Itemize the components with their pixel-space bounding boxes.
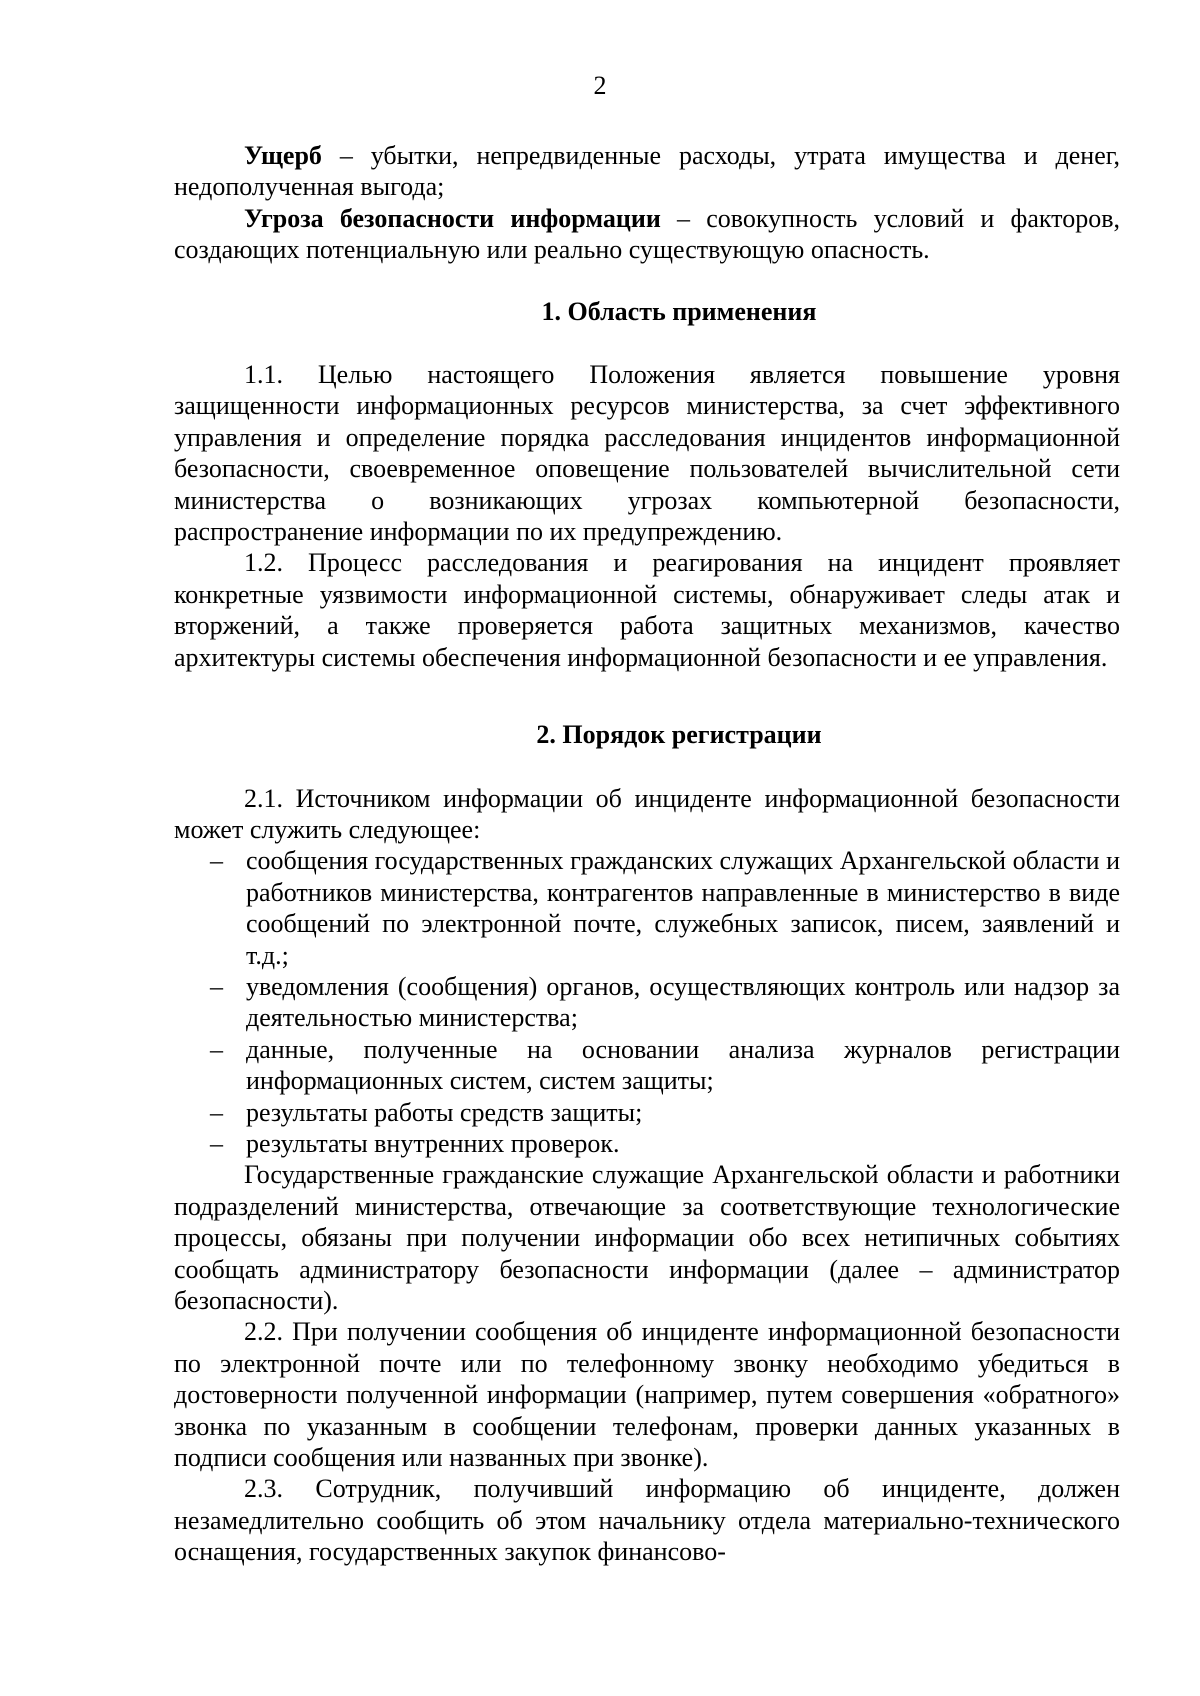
paragraph-2-1: 2.1. Источником информации об инциденте информационной безопасности может служить следующее: — [174, 783, 1120, 844]
definition-text: – убытки, непредвиденные расходы, утрата имущества и денег, недополученная выгода; — [174, 141, 1120, 202]
paragraph-2-3: 2.3. Сотрудник, получивший информацию об инциденте, должен незамедлительно сообщить об этом начальнику отдела материально-технического оснащения, государственных закупок финансово- — [174, 1474, 1120, 1567]
paragraph-1-1: 1.1. Целью настоящего Положения является повышение уровня защищенности информационных ресурсов министерства, за счет эффективного управления и определение порядка расследования инцидентов информационной безопасности, своевременное оповещение пользователей вычислительной сети министерства о возникающих угрозах компьютерной безопасности, распространение информации по их предупреждению. — [174, 360, 1120, 547]
page-number: 2 — [593, 71, 607, 100]
list-item: – уведомления (сообщения) органов, осуществляющих контроль или надзор за деятельностью министерства; — [174, 971, 1120, 1034]
paragraph-2-2: 2.2. При получении сообщения об инциденте информационной безопасности по электронной почте или по телефонному звонку необходимо убедиться в достоверности полученной информации (например, путем совершения «обратного» звонка по указанным в сообщении телефонам, проверки данных указанных в подписи сообщения или названных при звонке). — [174, 1317, 1120, 1473]
list-item: – сообщения государственных гражданских служащих Архангельской области и работников министерства, контрагентов направленные в министерство в виде сообщений по электронной почте, служебных записок, писем, заявлений и т.д.; — [174, 845, 1120, 971]
list-item: – результаты работы средств защиты; — [174, 1097, 1120, 1128]
source-list — [174, 845, 1120, 1159]
list-item: – результаты внутренних проверок. — [174, 1128, 1120, 1159]
section-heading-registration: 2. Порядок регистрации — [536, 720, 822, 750]
document-body — [174, 140, 1120, 1568]
definition-text: – совокупность условий и факторов, создающих потенциальную или реально существующую опасность. — [174, 203, 1120, 265]
definition-threat — [174, 203, 1120, 266]
paragraph-staff-obligation: Государственные гражданские служащие Архангельской области и работники подразделений министерства, отвечающие за соответствующие технологические процессы, обязаны при получении информации обо всех нетипичных событиях сообщать администратору безопасности информации (далее – администратор безопасности). — [174, 1160, 1120, 1315]
definition-term: Ущерб — [244, 141, 322, 170]
list-item: – данные, полученные на основании анализа журналов регистрации информационных систем, систем защиты; — [174, 1034, 1120, 1097]
definition-term: Угроза безопасности информации — [244, 203, 661, 233]
paragraph-1-2: 1.2. Процесс расследования и реагирования на инцидент проявляет конкретные уязвимости информационной системы, обнаруживает следы атак и вторжений, а также проверяется работа защитных механизмов, качество архитектуры системы обеспечения информационной безопасности и ее управления. — [174, 548, 1120, 672]
section-heading-scope: 1. Область применения — [541, 296, 817, 326]
definition-damage — [174, 140, 1120, 203]
